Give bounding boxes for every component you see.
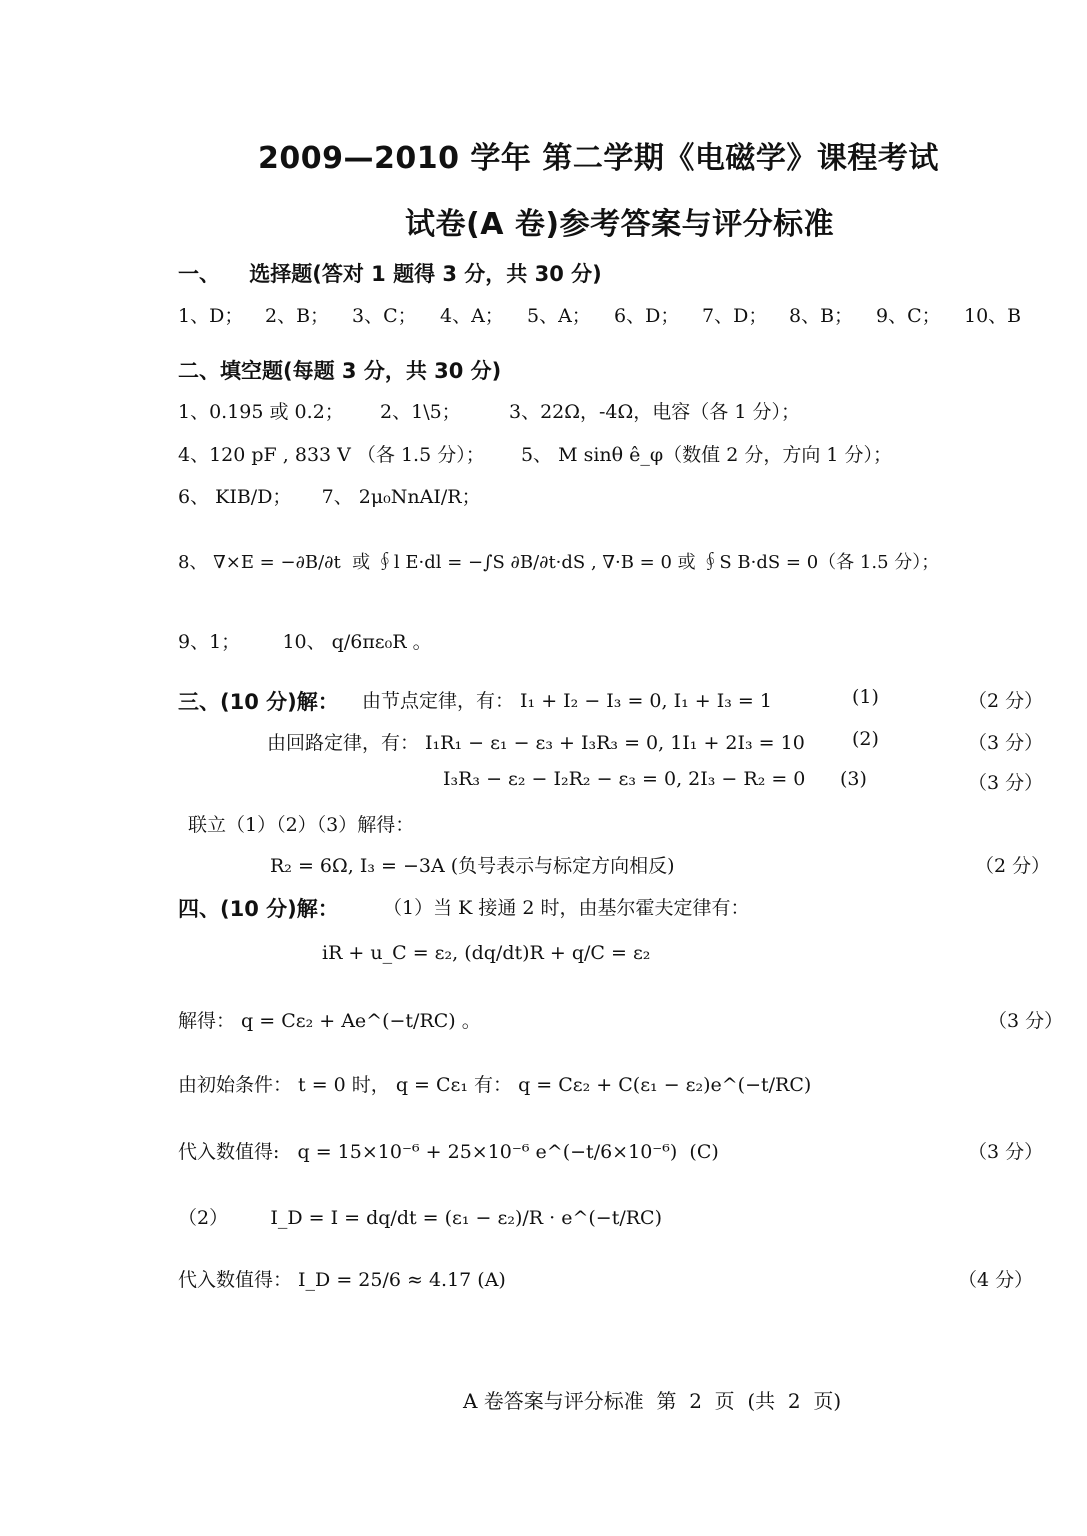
- section1-answer: 10、B: [964, 305, 1022, 327]
- section1-answer: 9、C；: [876, 305, 941, 327]
- section3-result: R₂ = 6Ω, I₃ = −3A (负号表示与标定方向相反): [270, 855, 675, 877]
- section3-equation: I₃R₃ − ε₂ − I₂R₂ − ε₃ = 0, 2I₃ − R₂ = 0: [443, 768, 806, 790]
- section3-heading: 三、(10 分)解：: [178, 690, 339, 714]
- section4-substitution: 代入数值得: q = 15×10⁻⁶ + 25×10⁻⁶ e^(−t/6×10⁻⁶) (C): [178, 1141, 719, 1163]
- section4-part2: （2） I_D = I = dq/dt = (ε₁ − ε₂)/R · e^(−t/RC): [178, 1207, 662, 1229]
- score-label: （3 分）: [968, 732, 1044, 754]
- section1-answer: 4、A；: [440, 305, 504, 327]
- section2-line1: 1、0.195 或 0.2； 2、1\5； 3、22Ω，-4Ω，电容（各 1 分）；: [178, 401, 800, 423]
- section3-joint-text: 联立（1）（2）（3）解得：: [188, 814, 415, 836]
- document-title-line1: 2009—2010 学年 第二学期《电磁学》课程考试: [258, 141, 939, 176]
- section2-line4: 8、 ∇×E = −∂B/∂t 或 ∮l E·dl = −∫S ∂B/∂t·dS , ∇·B = 0 或 ∮S B·dS = 0（各 1.5 分）；: [178, 552, 940, 573]
- equation-number: (1): [852, 686, 879, 708]
- section2-heading: 二、填空题(每题 3 分，共 30 分): [178, 359, 502, 383]
- section3-equation: 由回路定律，有： I₁R₁ − ε₁ − ε₃ + I₃R₃ = 0, 1I₁ + 2I₃ = 10: [267, 732, 805, 754]
- section1-answer: 8、B；: [789, 305, 854, 327]
- section2-line3: 6、 KIB/D； 7、 2μ₀NnAI/R；: [178, 486, 481, 508]
- page-footer: A 卷答案与评分标准 第 2 页 (共 2 页): [463, 1389, 842, 1413]
- section1-answer: 6、D；: [614, 305, 680, 327]
- score-label: （3 分）: [968, 1141, 1044, 1163]
- section4-substitution: 代入数值得： I_D = 25/6 ≈ 4.17 (A): [178, 1269, 506, 1291]
- section4-heading: 四、(10 分)解：: [178, 897, 339, 921]
- section1-answer: 2、B；: [265, 305, 330, 327]
- section1-answer: 3、C；: [352, 305, 417, 327]
- section1-answer: 7、D；: [702, 305, 768, 327]
- section4-intro: （1）当 K 接通 2 时，由基尔霍夫定律有：: [383, 897, 750, 919]
- equation-number: (3): [840, 768, 867, 790]
- section4-solve: 解得： q = Cε₂ + Ae^(−t/RC) 。: [178, 1010, 481, 1032]
- score-label: （2 分）: [968, 690, 1044, 712]
- section2-line2: 4、120 pF , 833 V （各 1.5 分）； 5、 M sinθ ê_φ（数值 2 分，方向 1 分）；: [178, 444, 893, 466]
- section3-equation: 由节点定律，有： I₁ + I₂ − I₃ = 0, I₁ + I₃ = 1: [362, 690, 772, 712]
- score-label: （4 分）: [958, 1269, 1034, 1291]
- section4-equation: iR + u_C = ε₂, (dq/dt)R + q/C = ε₂: [322, 942, 651, 964]
- document-title-line2: 试卷(A 卷)参考答案与评分标准: [405, 207, 835, 242]
- section4-initial-condition: 由初始条件： t = 0 时， q = Cε₁ 有： q = Cε₂ + C(ε₁ − ε₂)e^(−t/RC): [178, 1074, 812, 1096]
- section1-heading: 一、 选择题(答对 1 题得 3 分，共 30 分): [178, 262, 602, 286]
- score-label: （3 分）: [988, 1010, 1064, 1032]
- equation-number: (2): [852, 728, 879, 750]
- section2-line5: 9、1； 10、 q/6πε₀R 。: [178, 631, 432, 653]
- section1-answer: 5、A；: [527, 305, 591, 327]
- score-label: （2 分）: [975, 855, 1051, 877]
- score-label: （3 分）: [968, 772, 1044, 794]
- section1-answer: 1、D；: [178, 305, 244, 327]
